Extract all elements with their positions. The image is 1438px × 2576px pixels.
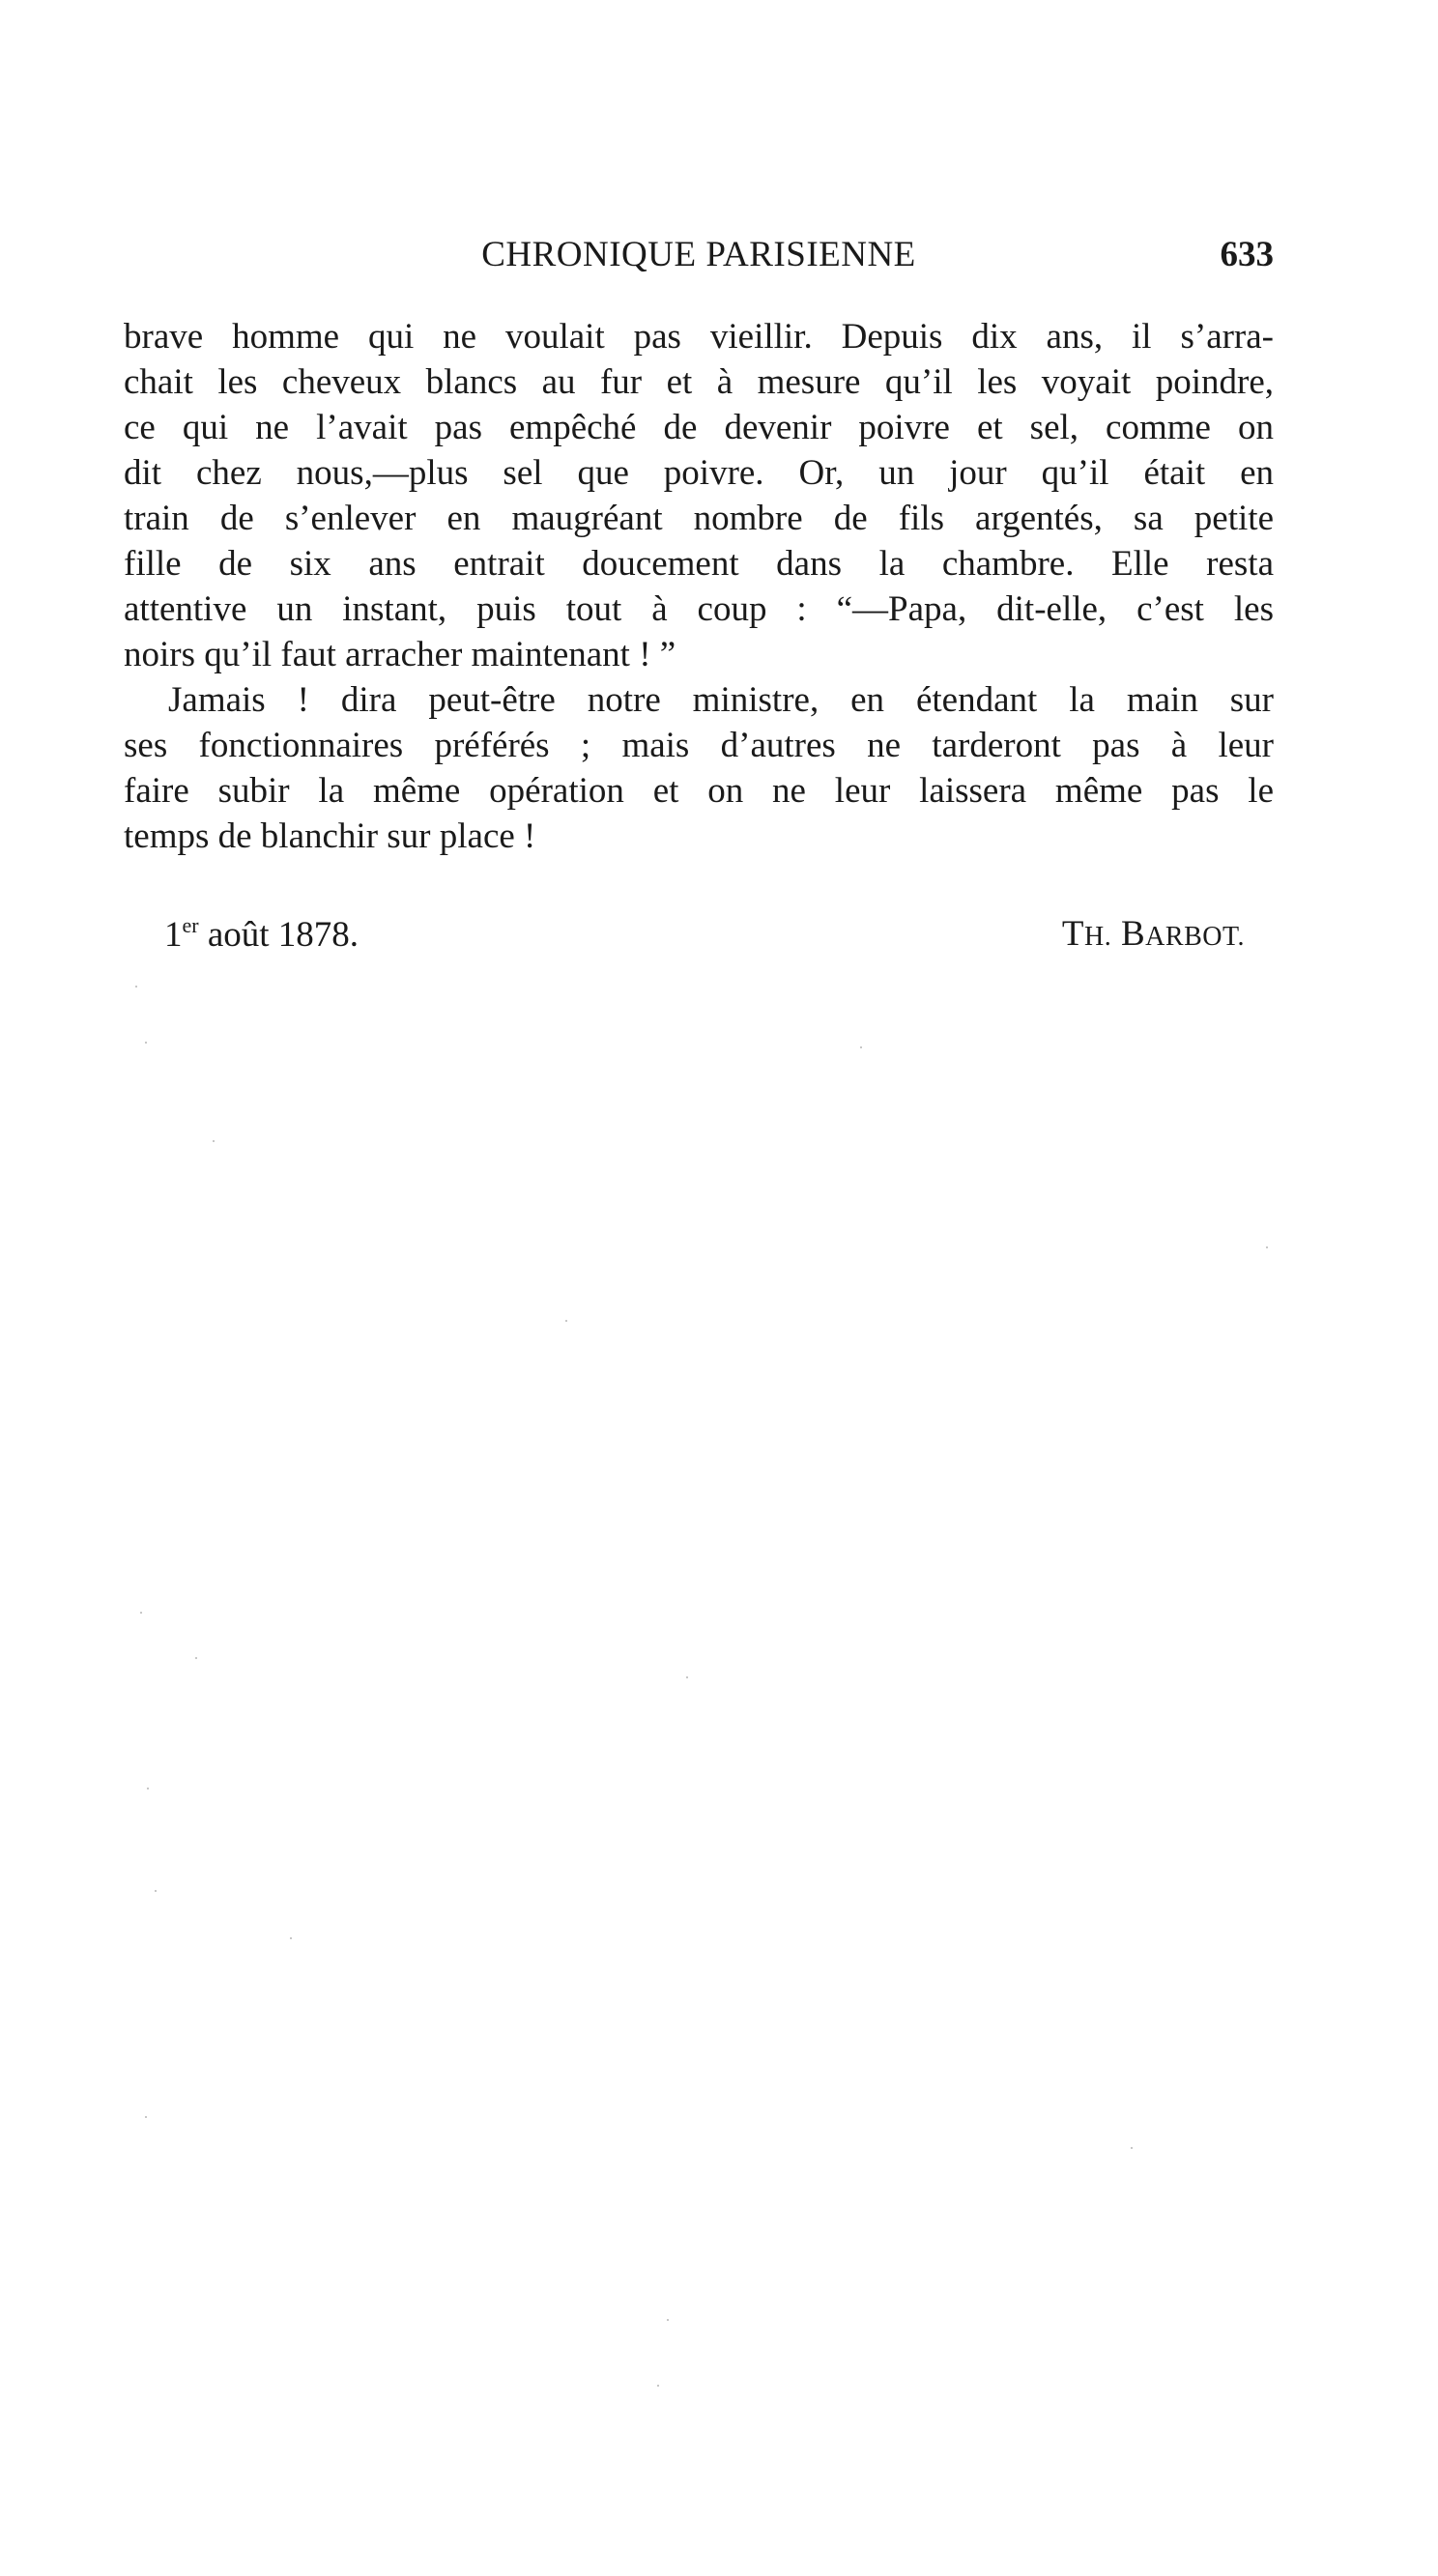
text-line: fille de six ans entrait doucement dans la chambre. Elle resta (124, 544, 1274, 584)
running-head (124, 234, 1274, 282)
text-line: dit chez nous,—plus sel que poivre. Or, un jour qu’il était en (124, 453, 1274, 493)
page-number: 633 (1220, 235, 1274, 274)
author-smallcaps: ARBOT. (1145, 922, 1245, 952)
signoff (164, 913, 1274, 961)
text-line: attentive un instant, puis tout à coup : “—Papa, dit-elle, c’est les (124, 589, 1274, 629)
running-title: CHRONIQUE PARISIENNE (481, 235, 916, 274)
text-line: brave homme qui ne voulait pas vieillir. Depuis dix ans, il s’arra- (124, 317, 1274, 357)
text-line: Jamais ! dira peut-être notre ministre, en étendant la main sur (168, 680, 1274, 720)
date-rest: août 1878. (198, 915, 360, 955)
author-signature (1062, 913, 1245, 955)
author-initial: B (1111, 914, 1146, 954)
author-smallcaps: H. (1084, 922, 1112, 952)
text-line: faire subir la même opération et on ne leur laissera même pas le (124, 771, 1274, 811)
text-line: chait les cheveux blancs au fur et à mesure qu’il les voyait poindre, (124, 362, 1274, 402)
text-line: train de s’enlever en maugréant nombre de fils argentés, sa petite (124, 499, 1274, 538)
text-line: ses fonctionnaires préférés ; mais d’autres ne tarderont pas à leur (124, 726, 1274, 765)
date-suffix: er (182, 913, 199, 937)
dateline (164, 913, 359, 956)
date-day: 1 (164, 915, 183, 955)
text-line: noirs qu’il faut arracher maintenant ! ” (124, 635, 676, 674)
author-initial: T (1061, 914, 1084, 954)
text-line: ce qui ne l’avait pas empêché de devenir poivre et sel, comme on (124, 408, 1274, 447)
body-text (124, 314, 1274, 859)
text-line: temps de blanchir sur place ! (124, 816, 536, 856)
